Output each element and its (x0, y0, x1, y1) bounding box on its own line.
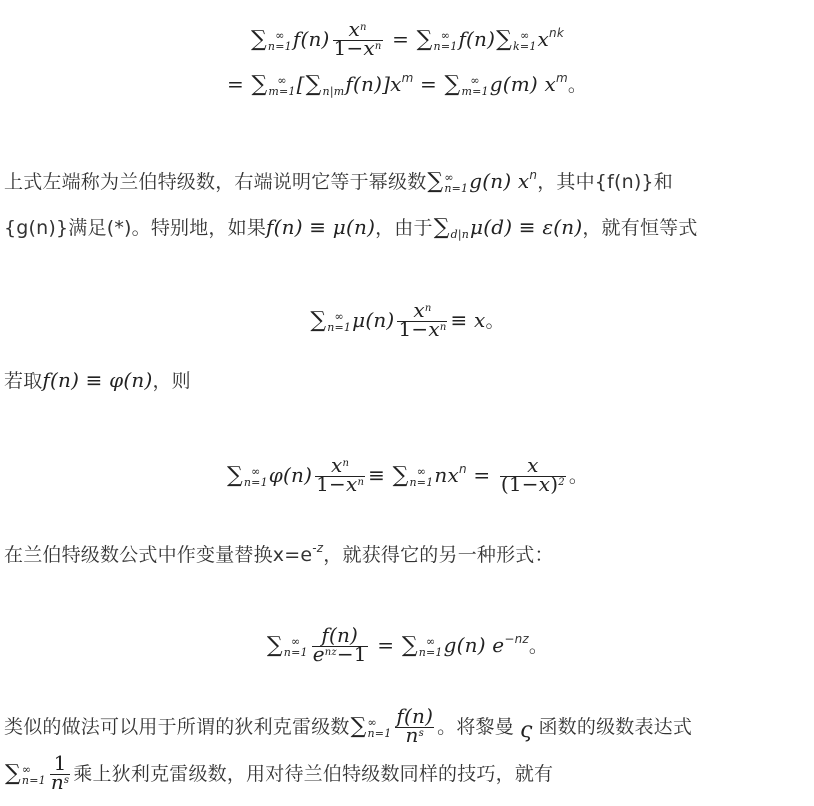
summation-lower: d|n (450, 227, 470, 241)
text-run: 。 (568, 465, 589, 487)
text-run: ，就获得它的另一种形式： (323, 544, 554, 566)
fraction-denominator (500, 472, 566, 496)
superscript: n (342, 458, 350, 469)
summation-limits (434, 30, 458, 52)
fraction (312, 623, 368, 666)
math-run: x (428, 317, 440, 341)
math-run: φ(n) (268, 463, 313, 487)
math-run: = (466, 463, 497, 487)
summation (417, 29, 458, 52)
summation-sign: ∑ (5, 761, 21, 787)
superscript: s (418, 728, 424, 739)
doc-line-6 (4, 368, 814, 393)
fraction-denominator (397, 317, 447, 341)
summation-lower: n|m (322, 84, 345, 98)
math-run: x (331, 453, 343, 477)
math-run: μ(d) ≡ ε(n) (470, 215, 583, 239)
summation-limits (284, 636, 308, 658)
summation-lower: k=1 (513, 39, 537, 53)
summation-limits (513, 30, 536, 52)
math-run: x (345, 472, 358, 496)
superscript: −nz (504, 632, 529, 646)
summation-limits (268, 30, 292, 52)
summation-upper: ∞ (425, 634, 436, 648)
summation-sign: ∑ (496, 27, 513, 53)
text-run: 上式左端称为兰伯特级数，右端说明它等于幂级数 (4, 171, 427, 193)
doc-line-9 (0, 623, 814, 666)
fraction (315, 453, 365, 496)
superscript: n (424, 303, 432, 314)
doc-line-2 (0, 72, 814, 97)
summation-limits (268, 75, 295, 97)
fraction-denominator (312, 642, 368, 666)
summation-upper: ∞ (367, 715, 377, 729)
superscript: n (359, 22, 367, 33)
text-run: ，则 (152, 370, 191, 392)
summation (445, 74, 489, 97)
math-run: f (345, 72, 353, 96)
summation-upper: ∞ (275, 28, 285, 42)
math-run: x (413, 298, 425, 322)
math-run: x (538, 472, 551, 496)
summation-sign: ∑ (427, 169, 444, 195)
text-run: 。 (528, 635, 549, 657)
summation-upper: ∞ (334, 309, 344, 323)
text-run: 函数的级数表达式 (538, 716, 693, 738)
math-run: ≡ (368, 463, 392, 487)
math-upright: ) (550, 472, 559, 496)
math-upright: 1 (53, 751, 67, 775)
math-upright: ] (382, 72, 391, 96)
doc-line-8 (4, 543, 814, 567)
summation-sign: ∑ (310, 308, 327, 334)
summation-lower: n=1 (267, 39, 292, 53)
summation-limits (461, 75, 488, 97)
summation-upper: ∞ (444, 170, 454, 184)
superscript: m (555, 71, 568, 85)
superscript: n (374, 41, 382, 52)
text-run: 若取 (4, 370, 43, 392)
superscript: n (458, 462, 467, 476)
summation-lower: n=1 (243, 475, 268, 489)
math-run: x (544, 72, 556, 96)
math-upright: 1− (316, 472, 346, 496)
summation-limits (327, 311, 351, 333)
summation (310, 310, 351, 333)
math-run: nx (434, 463, 459, 487)
fraction-denominator (50, 770, 70, 794)
summation-limits (368, 717, 392, 739)
summation-upper: ∞ (251, 464, 261, 478)
summation-lower: n=1 (367, 726, 392, 740)
math-run: x (390, 72, 402, 96)
summation-upper: ∞ (277, 73, 287, 87)
summation-upper: ∞ (520, 28, 530, 42)
math-upright: [ (296, 72, 305, 96)
summation-sign: ∑ (401, 633, 418, 659)
summation-sign: ∑ (305, 72, 322, 98)
math-run: e (492, 633, 505, 657)
summation-limits (244, 466, 268, 488)
math-run: μ(n) (352, 308, 395, 332)
superscript: n (357, 477, 365, 488)
math-run: x (527, 453, 539, 477)
math-run: f (321, 623, 329, 647)
math-run: f (292, 27, 301, 51)
text-run: 。将黎曼 (437, 716, 514, 738)
superscript: n (529, 168, 538, 182)
fraction-denominator (333, 36, 383, 60)
text-run: 乘上狄利克雷级数，用对待兰伯特级数同样的技巧，就有 (73, 763, 554, 785)
summation-upper: ∞ (21, 762, 32, 776)
summation (351, 716, 392, 739)
summation-lower: n=1 (418, 645, 443, 659)
superscript: -z (312, 541, 324, 555)
summation-sign: ∑ (251, 72, 268, 98)
summation-sign: ∑ (433, 215, 450, 241)
summation-limits (410, 466, 434, 488)
math-run: = (370, 633, 401, 657)
doc-line-3 (4, 169, 814, 194)
doc-line-10 (4, 704, 814, 747)
math-run: g (469, 169, 483, 193)
summation-upper: ∞ (470, 73, 480, 87)
summation (434, 217, 469, 240)
summation-limits (451, 218, 469, 240)
summation (393, 465, 434, 488)
doc-line-4 (4, 215, 814, 240)
fraction (333, 17, 383, 60)
math-run: = (226, 72, 251, 96)
summation-sign: ∑ (444, 72, 461, 98)
text-run: ，由于 (375, 217, 433, 239)
math-run: (n) ≡ φ(n) (50, 368, 153, 392)
text-run: ，就有恒等式 (582, 217, 698, 239)
math-run: (n) ≡ μ(n) (273, 215, 376, 239)
superscript: n (439, 322, 447, 333)
summation-lower: m=1 (268, 84, 296, 98)
text-run: ，其中{f(n)}和 (537, 171, 673, 193)
math-run: f (396, 704, 405, 728)
math-run: = (385, 27, 416, 51)
superscript: nk (549, 26, 564, 40)
summation-sign: ∑ (416, 27, 433, 53)
math-run: f (42, 368, 51, 392)
summation-lower: n=1 (444, 181, 469, 195)
summation-limits (323, 75, 345, 97)
math-upright: −1 (336, 642, 367, 666)
superscript: m (401, 71, 414, 85)
summation-sign: ∑ (350, 714, 367, 740)
math-run: n (405, 723, 419, 747)
math-upright: 1− (333, 36, 364, 60)
summation-sign: ∑ (226, 463, 243, 489)
summation-lower: n=1 (433, 39, 458, 53)
superscript: s (63, 775, 70, 786)
text-run: 。 (485, 310, 505, 332)
math-run: ≡ x (450, 308, 486, 332)
summation (5, 763, 46, 786)
math-run: n (50, 770, 64, 794)
summation-upper: ∞ (416, 464, 427, 478)
summation-lower: n=1 (283, 645, 308, 659)
math-run: x (363, 36, 375, 60)
zeta-symbol: ς (519, 718, 533, 743)
summation-sign: ∑ (266, 633, 283, 659)
summation (402, 635, 443, 658)
math-run: x (348, 17, 360, 41)
math-run: x (537, 27, 550, 51)
math-run: f (266, 215, 274, 239)
math-run: f (458, 27, 467, 51)
superscript: nz (324, 647, 337, 658)
doc-line-11 (4, 751, 814, 794)
text-run: 类似的做法可以用于所谓的狄利克雷级数 (4, 716, 350, 738)
math-run: (m) (502, 72, 545, 96)
math-run: e (312, 642, 325, 666)
fraction (50, 751, 70, 794)
fraction-denominator (315, 472, 365, 496)
math-run: g (489, 72, 503, 96)
doc-line-5 (0, 298, 814, 341)
fraction (395, 704, 434, 747)
summation (267, 635, 308, 658)
summation-upper: ∞ (440, 28, 451, 42)
fraction (500, 453, 566, 496)
summation-limits (419, 636, 443, 658)
math-run: x (517, 169, 530, 193)
text-run: 。 (567, 74, 588, 96)
math-upright: 1− (398, 317, 429, 341)
doc-line-7 (0, 453, 814, 496)
math-run: (n) (352, 72, 383, 96)
math-run: (n) (466, 27, 496, 51)
math-upright: (1− (500, 472, 539, 496)
superscript: 2 (558, 477, 565, 488)
math-run: (n) (300, 27, 330, 51)
fraction (397, 298, 447, 341)
text-run: {g(n)}满足(*)。特别地，如果 (4, 217, 267, 239)
fraction-denominator (395, 723, 434, 747)
summation-lower: n=1 (409, 475, 434, 489)
math-run: (n) (404, 704, 434, 728)
summation-lower: n=1 (327, 320, 352, 334)
doc-line-1 (0, 17, 814, 60)
text-run: 在兰伯特级数公式中作变量替换x=e (4, 544, 313, 566)
summation-lower: m=1 (461, 84, 489, 98)
math-run: g (443, 633, 457, 657)
summation (496, 29, 536, 52)
summation (251, 74, 295, 97)
summation (306, 74, 345, 97)
summation-limits (22, 764, 46, 786)
summation-limits (444, 172, 468, 194)
summation-lower: n=1 (21, 773, 46, 787)
summation-sign: ∑ (251, 27, 267, 53)
summation-upper: ∞ (291, 634, 301, 648)
math-run: (n) (482, 169, 518, 193)
summation (427, 171, 468, 194)
summation (227, 465, 268, 488)
summation-sign: ∑ (392, 463, 409, 489)
math-run: (n) (456, 633, 493, 657)
summation (251, 29, 292, 52)
math-run: = (413, 72, 444, 96)
math-run: (n) (328, 623, 359, 647)
